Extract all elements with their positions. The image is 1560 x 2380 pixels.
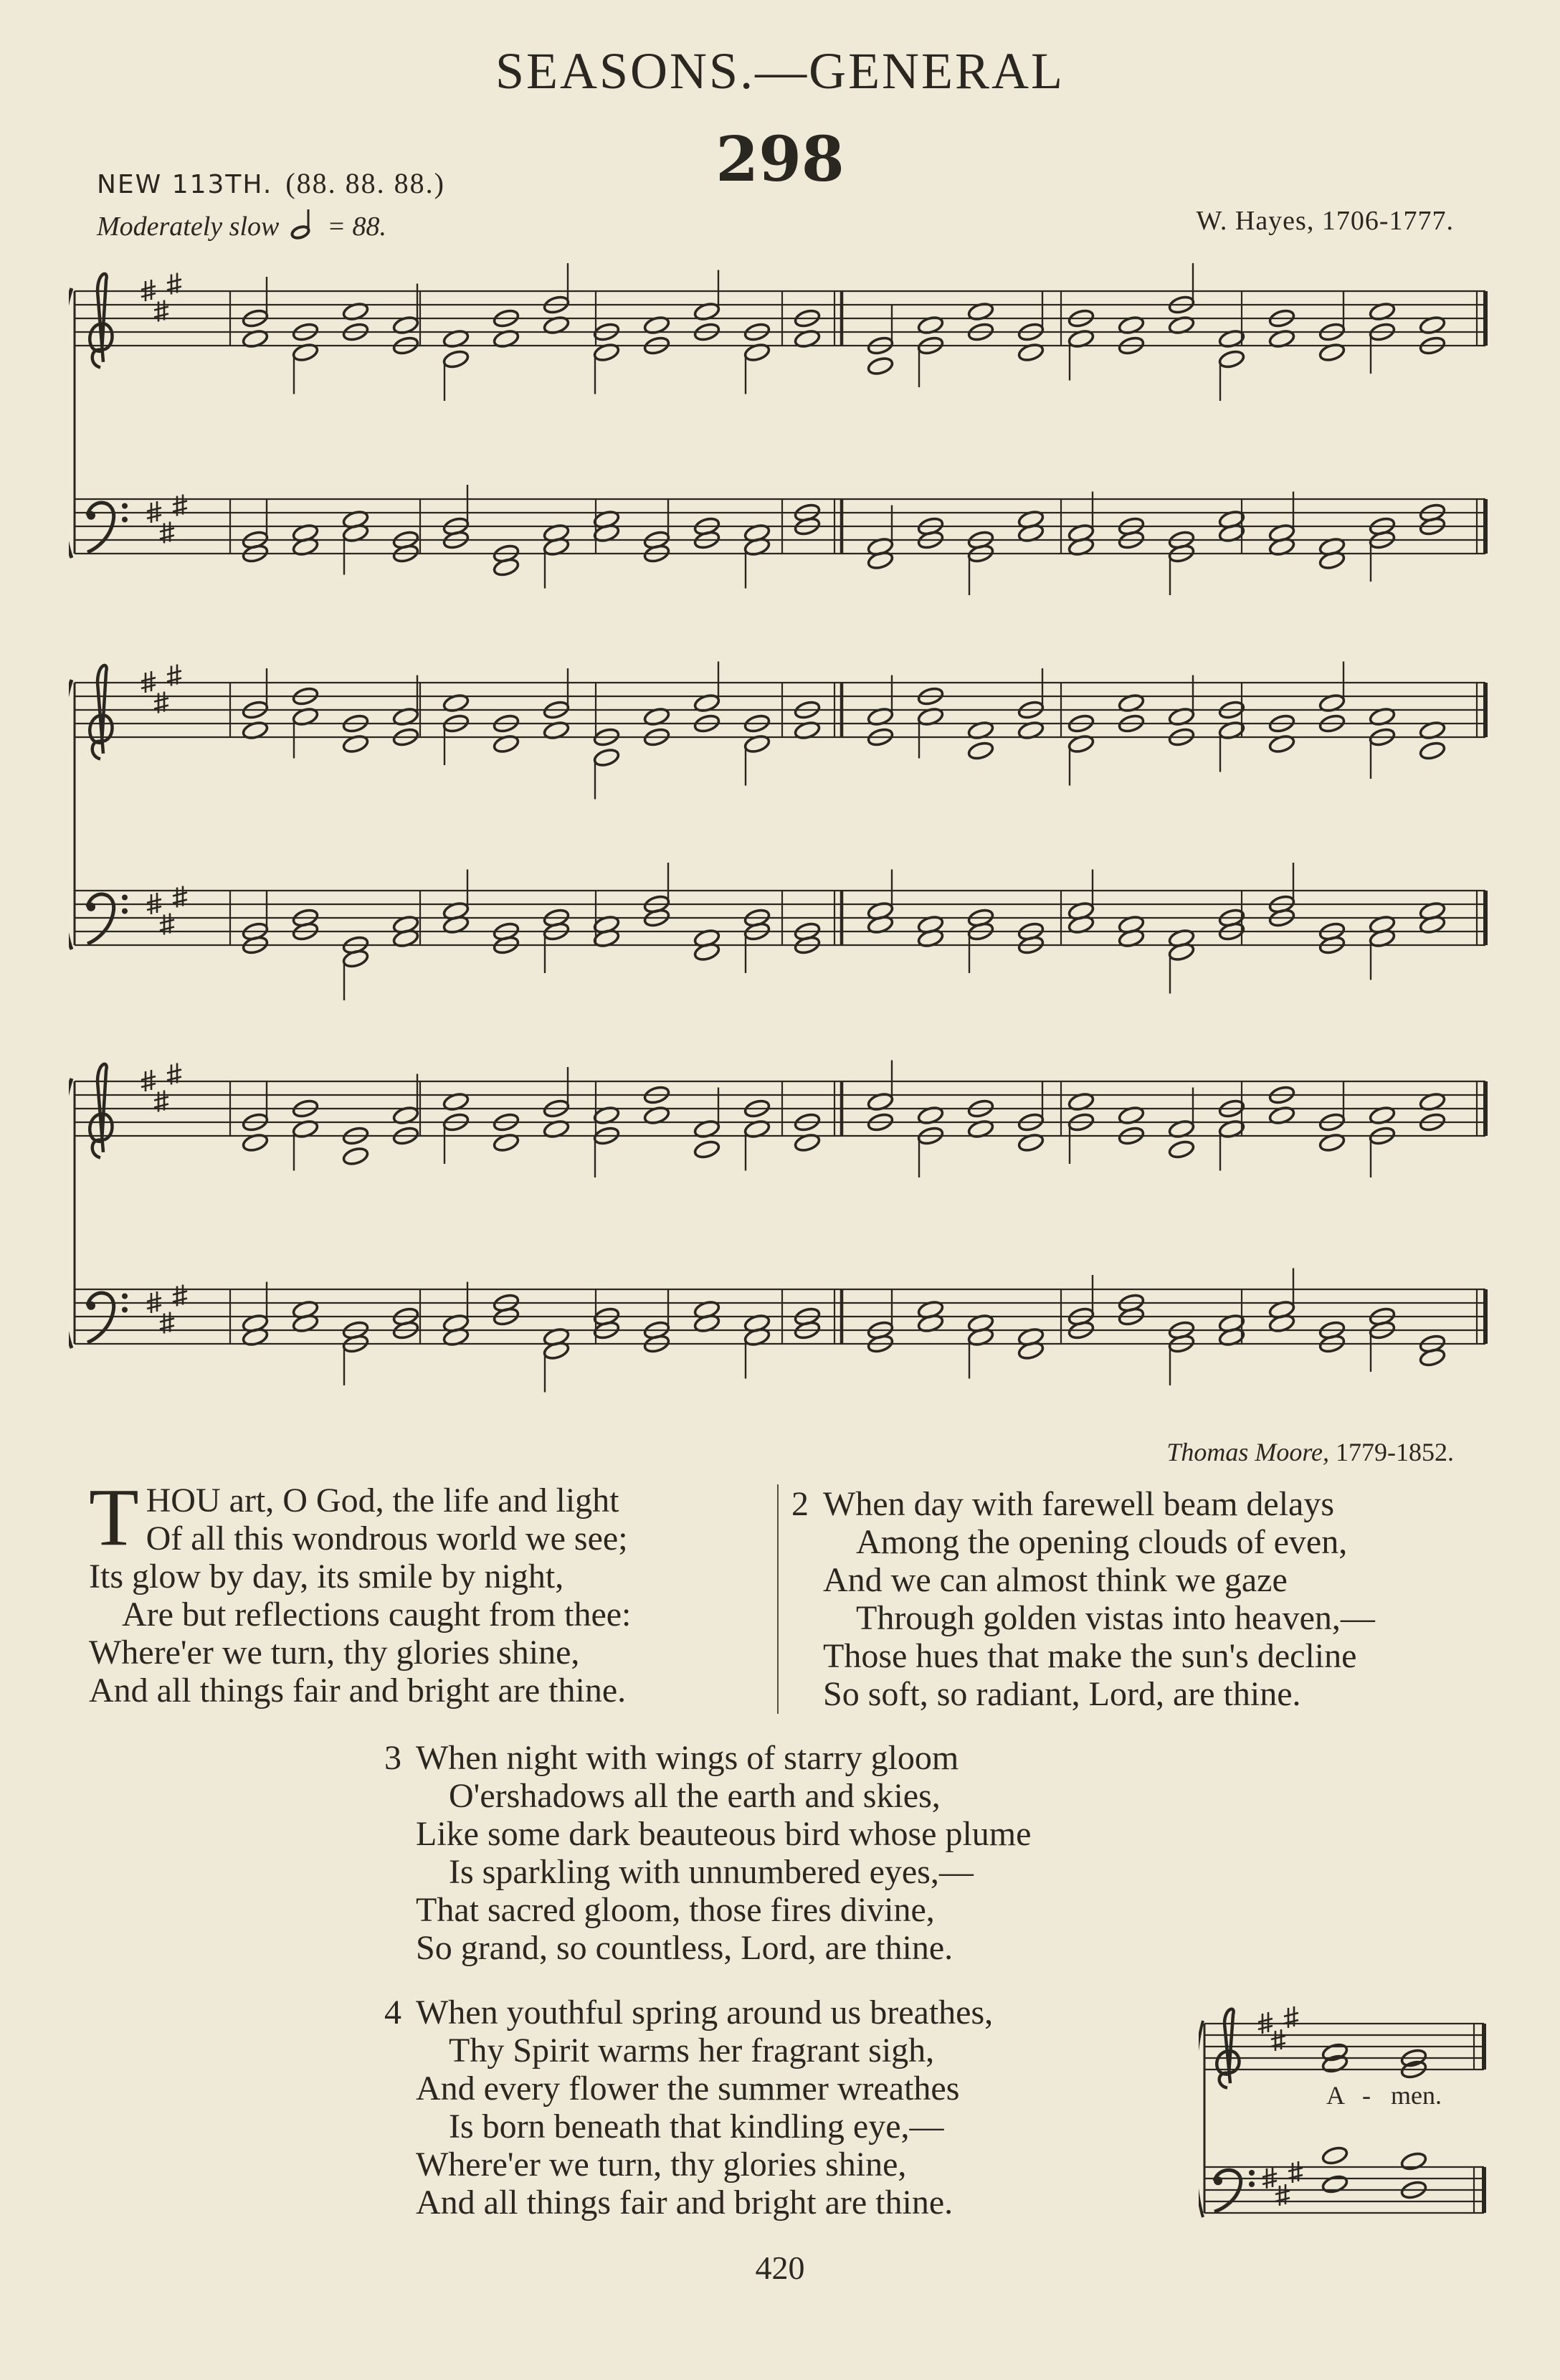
treble-clef-icon bbox=[90, 274, 112, 367]
verse-1 bbox=[89, 1471, 632, 1710]
verse-line: Through golden vistas into heaven,— bbox=[856, 1599, 1375, 1637]
sharp-icon bbox=[1275, 2184, 1290, 2206]
bass-clef-dot bbox=[122, 1294, 128, 1299]
tempo-marking bbox=[97, 208, 386, 242]
verse-line: And every flower the summer wreathes bbox=[416, 2070, 960, 2108]
half-note-head bbox=[1400, 2151, 1427, 2172]
half-note-head bbox=[593, 747, 620, 768]
verse-line: Is sparkling with unnumbered eyes,— bbox=[449, 1853, 974, 1891]
section-title: SEASONS.—GENERAL bbox=[495, 42, 1065, 100]
half-note-head bbox=[1321, 2174, 1349, 2195]
bass-clef-icon bbox=[1214, 2170, 1241, 2211]
amen-score bbox=[1199, 1973, 1491, 2224]
treble-clef-icon bbox=[90, 1064, 112, 1157]
poet-credit bbox=[1166, 1437, 1454, 1467]
verse-line: And all things fair and bright are thine. bbox=[416, 2184, 953, 2222]
sharp-icon bbox=[1284, 2006, 1298, 2028]
hymn-number: 298 bbox=[715, 123, 845, 196]
system-brace bbox=[69, 680, 72, 949]
tune-meter: (88. 88. 88.) bbox=[285, 167, 445, 199]
bass-clef-dot bbox=[87, 511, 95, 520]
amen-hyphen: - bbox=[1362, 2081, 1371, 2110]
verse-line: Thy Spirit warms her fragrant sigh, bbox=[449, 2031, 935, 2070]
half-note-head bbox=[1321, 2042, 1349, 2063]
half-note-head bbox=[442, 349, 470, 370]
half-note-head bbox=[967, 741, 994, 762]
bass-clef-icon bbox=[87, 503, 114, 552]
half-note-head bbox=[1419, 741, 1446, 762]
amen-syllable-men: men. bbox=[1391, 2081, 1442, 2110]
verse-number: 4 bbox=[384, 1993, 401, 2031]
bass-clef-dot bbox=[122, 895, 128, 901]
bass-clef-dot bbox=[122, 909, 128, 914]
verse-line: When youthful spring around us breathes, bbox=[416, 1993, 994, 2031]
tempo-text: Moderately slow bbox=[97, 212, 280, 242]
verse-line: And we can almost think we gaze bbox=[823, 1561, 1288, 1599]
amen-syllable-a: A bbox=[1326, 2081, 1345, 2110]
system-brace bbox=[1199, 2021, 1203, 2217]
verse-line: So soft, so radiant, Lord, are thine. bbox=[823, 1675, 1301, 1713]
half-note-icon bbox=[289, 208, 318, 240]
verse-line: Is born beneath that kindling eye,— bbox=[449, 2108, 944, 2146]
music-score bbox=[69, 252, 1491, 1393]
verse-line: Those hues that make the sun's decline bbox=[823, 1637, 1357, 1675]
verse-line: That sacred gloom, those fires divine, bbox=[416, 1891, 935, 1929]
drop-cap: T bbox=[89, 1471, 139, 1563]
half-note-head bbox=[342, 1146, 369, 1167]
bass-clef-dot bbox=[87, 1302, 95, 1310]
bass-clef-dot bbox=[1249, 2181, 1255, 2187]
bass-clef-dot bbox=[1249, 2170, 1255, 2176]
half-note-head bbox=[1168, 1139, 1195, 1160]
bass-clef-dot bbox=[122, 1307, 128, 1313]
page-number: 420 bbox=[755, 2249, 805, 2286]
verse-line: And all things fair and bright are thine. bbox=[89, 1672, 627, 1710]
tempo-value: = 88. bbox=[327, 212, 387, 242]
sharp-icon bbox=[1288, 2161, 1303, 2183]
verse-2 bbox=[791, 1485, 1375, 1713]
poet-dates: 1779-1852. bbox=[1336, 1438, 1454, 1466]
bass-clef-dot bbox=[1214, 2176, 1222, 2185]
bass-clef-icon bbox=[87, 1293, 114, 1342]
half-note-head bbox=[1321, 2054, 1349, 2075]
verse-line: When night with wings of starry gloom bbox=[416, 1739, 959, 1777]
half-note-head bbox=[693, 1139, 720, 1160]
half-note-head bbox=[867, 356, 894, 376]
tune-line bbox=[97, 166, 445, 200]
composer-credit: W. Hayes, 1706-1777. bbox=[1196, 206, 1454, 236]
verse-line: Its glow by day, its smile by night, bbox=[89, 1558, 564, 1596]
half-note-head bbox=[1218, 349, 1245, 370]
verse-line: HOU art, O God, the life and light bbox=[146, 1481, 619, 1519]
bass-clef-dot bbox=[87, 903, 95, 911]
sharp-icon bbox=[1271, 2029, 1285, 2051]
verse-line: Where'er we turn, thy glories shine, bbox=[416, 2146, 907, 2184]
verse-line: Among the opening clouds of even, bbox=[856, 1523, 1348, 1561]
verse-line: O'ershadows all the earth and skies, bbox=[449, 1777, 941, 1815]
verse-line: So grand, so countless, Lord, are thine. bbox=[416, 1929, 953, 1967]
verse-line: Like some dark beauteous bird whose plume bbox=[416, 1815, 1032, 1853]
system-brace bbox=[69, 288, 72, 558]
treble-clef-icon bbox=[90, 665, 112, 759]
treble-clef-icon bbox=[1217, 2009, 1239, 2088]
verse-4 bbox=[384, 1993, 994, 2222]
bass-clef-dot bbox=[122, 517, 128, 523]
verse-line: When day with farewell beam delays bbox=[823, 1485, 1335, 1523]
verse-number: 2 bbox=[791, 1485, 809, 1523]
system-brace bbox=[69, 1078, 72, 1348]
verse-3 bbox=[384, 1739, 1032, 1967]
verse-line: Where'er we turn, thy glories shine, bbox=[89, 1634, 580, 1672]
bass-clef-dot bbox=[122, 503, 128, 509]
verse-line: Of all this wondrous world we see; bbox=[146, 1519, 628, 1558]
verse-number: 3 bbox=[384, 1739, 401, 1777]
column-divider bbox=[777, 1484, 779, 1714]
half-note-head bbox=[1321, 2146, 1349, 2166]
verse-line: Are but reflections caught from thee: bbox=[122, 1596, 632, 1634]
poet-name: Thomas Moore, bbox=[1166, 1438, 1329, 1466]
bass-clef-icon bbox=[87, 894, 114, 944]
tune-name: NEW 113TH. bbox=[97, 170, 273, 199]
